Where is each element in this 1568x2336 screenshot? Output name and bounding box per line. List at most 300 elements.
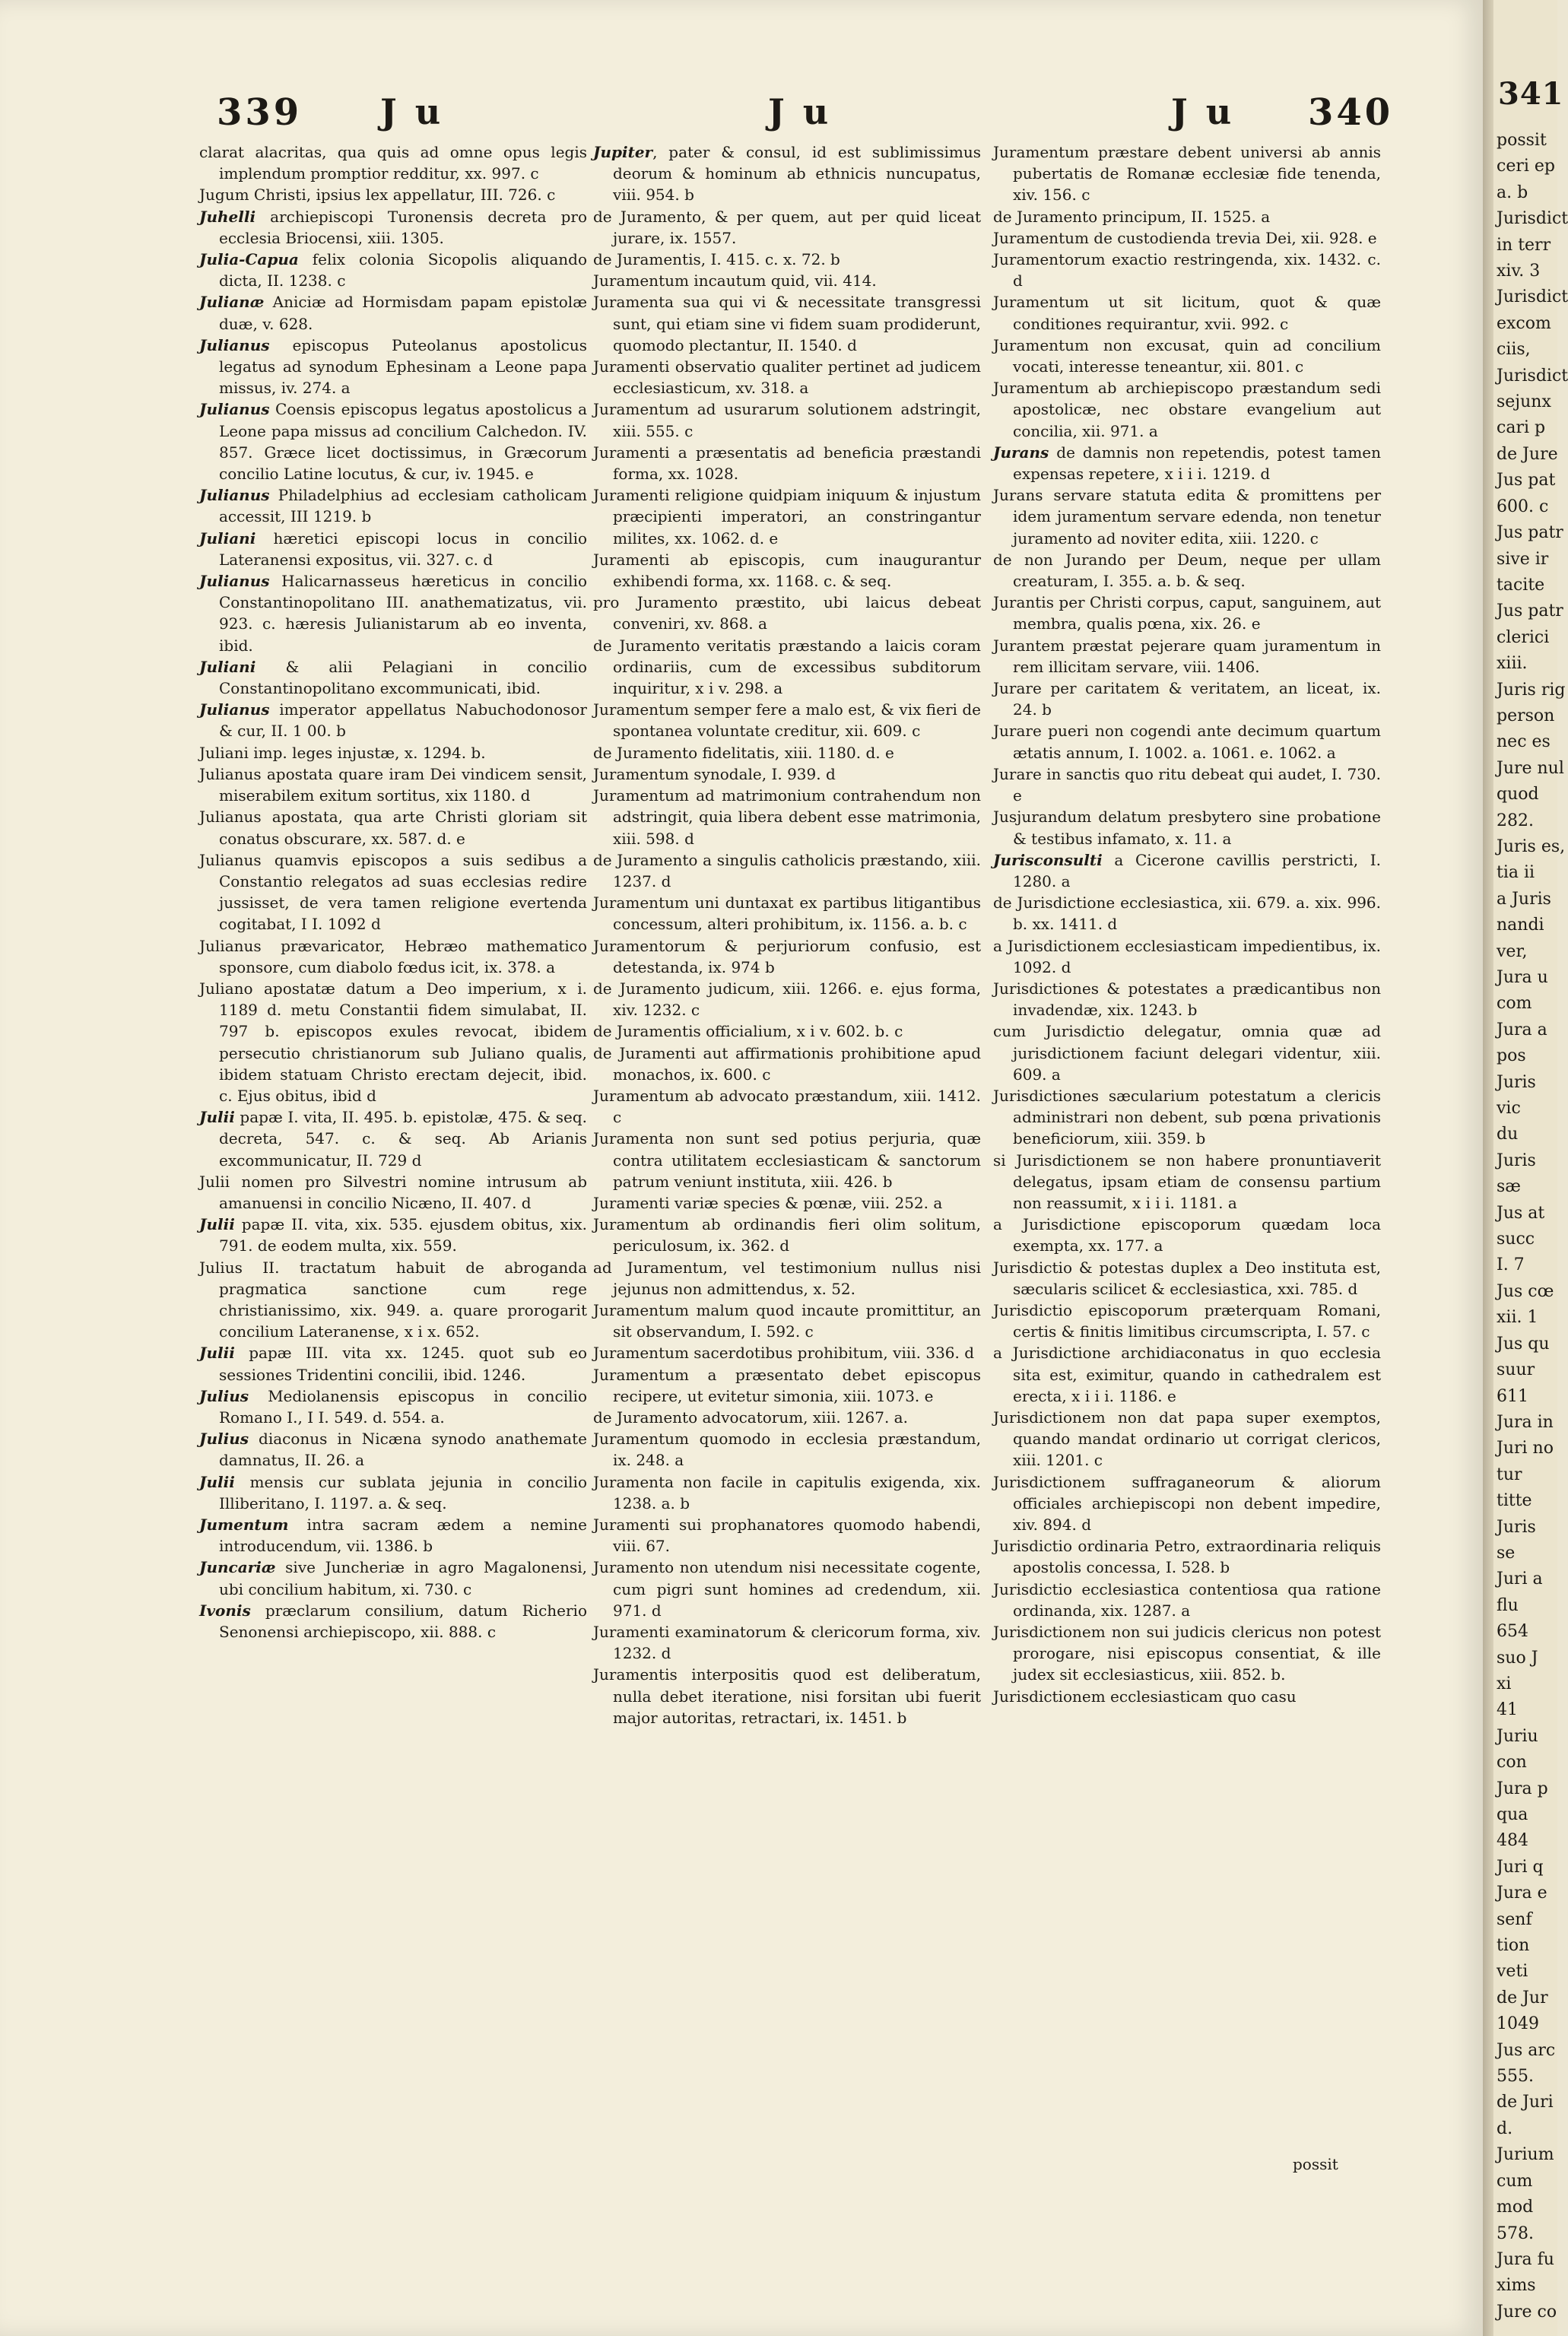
index-entry [199,763,587,806]
index-entry [993,1407,1381,1471]
index-column-2 [593,141,981,1728]
adjacent-page-fragment: Jus pat [1497,471,1556,490]
entry-text: Juramenti examinatorum & clericorum forma, xiv. 1232. d [593,1623,981,1663]
adjacent-page-fragment: Jus qu [1497,1334,1550,1354]
entry-text: Jurisdictiones sæcularium potestatum a clericis administrari non debent, sub pœna privationis beneficiorum, xiii. 359. b [993,1086,1381,1148]
index-entry [993,484,1381,549]
index-entry [593,1471,981,1514]
adjacent-page-fragment: Jure co [1497,2302,1557,2322]
adjacent-page-fragment: tia ii [1497,863,1535,883]
entry-text: papæ III. vita xx. 1245. quot sub eo sessiones Tridentini concilii, ibid. 1246. [219,1344,587,1384]
adjacent-page-fragment: tur [1497,1465,1522,1484]
entry-text: Juramentum ad usurarum solutionem adstringit, xiii. 555. c [593,400,981,440]
entry-text: Juramentum uni duntaxat ex partibus litigantibus concessum, alteri prohibitum, ix. 1156. a. b. c [593,893,981,934]
adjacent-page-fragment: Juri no [1497,1439,1554,1458]
adjacent-page-fragment: Jura p [1497,1779,1548,1798]
index-entry [993,1214,1381,1256]
entry-text: Juramentum incautum quid, vii. 414. [593,271,877,290]
index-entry [593,935,981,978]
entry-text: episcopus Puteolanus apostolicus legatus ad synodum Ephesinam a Leone papa missus, iv. 274. a [219,335,587,398]
index-entry [993,1535,1381,1578]
running-head-right: J u [1171,91,1235,132]
adjacent-page-fragment: con [1497,1753,1527,1773]
entry-text: a Jurisdictione archidiaconatus in quo ecclesia sita est, eximitur, quando in cathedralem est erecta, x i i i. 1186. e [993,1344,1381,1405]
adjacent-page-fragment: a. b [1497,182,1528,202]
adjacent-page-fragment: 1049 [1497,2014,1539,2034]
adjacent-page-fragment: excom [1497,313,1551,333]
adjacent-page-fragments [1497,128,1568,2325]
index-entry [593,1664,981,1728]
index-entry [593,206,981,249]
adjacent-page-fragment: d. [1497,2119,1513,2138]
index-entry [199,141,587,184]
entry-headword: Jumentum [199,1516,289,1534]
index-entry [993,227,1381,249]
entry-text: Aniciæ ad Hormisdam papam epistolæ duæ, v. 628. [219,293,587,333]
entry-text: de Juramento principum, II. 1525. a [993,207,1271,226]
entry-text: a Cicerone cavillis perstricti, I. 1280. a [1013,850,1381,890]
entry-text: Juramentorum exactio restringenda, xix. 1432. c. d [993,250,1381,290]
entry-text: Jurare per caritatem & veritatem, an liceat, ix. 24. b [993,679,1381,719]
index-entry [593,442,981,484]
entry-text: de non Jurando per Deum, neque per ullam creaturam, I. 355. a. b. & seq. [993,550,1381,591]
entry-text: Jurisdictio ordinaria Petro, extraordinaria reliquis apostolis concessa, I. 528. b [993,1537,1381,1577]
index-entry [593,592,981,634]
entry-text: Philadelphius ad ecclesiam catholicam accessit, III 1219. b [219,486,587,526]
entry-text: Jugum Christi, ipsius lex appellatur, III. 726. c [199,186,556,205]
adjacent-page-fragment: senf [1497,1909,1532,1929]
adjacent-page-fragment: nandi [1497,916,1544,935]
entry-headword: Julius [199,1430,249,1449]
adjacent-page-fragment: Jus cœ [1497,1281,1554,1301]
adjacent-page-fragment: Jurisdict [1497,366,1568,386]
index-entry [593,1043,981,1085]
book-gutter [1483,0,1493,2336]
adjacent-page-fragment: 282. [1497,811,1534,830]
entry-text: de Juramentis officialium, x i v. 602. b. c [593,1022,903,1041]
entry-text: Jurisdictio episcoporum præterquam Romani, certis & finitis limitibus circumscripta, I. 57. c [993,1300,1381,1341]
entry-text: Julius II. tractatum habuit de abroganda pragmatica sanctione cum rege christianissimo, xix. 949. a. quare prorogarit concilium Lateranense, x i x. 652. [199,1258,587,1341]
index-entry [593,270,981,291]
entry-text: sive Juncheriæ in agro Magalonensi, ubi concilium habitum, xi. 730. c [219,1558,587,1598]
index-entry [199,1428,587,1471]
adjacent-page-fragment: ceri ep [1497,157,1555,176]
adjacent-page-fragment: Jus arc [1497,2040,1556,2060]
index-entry [993,1342,1381,1407]
entry-text: a Jurisdictione episcoporum quædam loca exempta, xx. 177. a [993,1215,1381,1255]
index-entry [199,1385,587,1428]
entry-headword: Julius [199,1386,249,1405]
adjacent-page-fragment: 654 [1497,1622,1528,1642]
adjacent-page-fragment: Jura e [1497,1884,1547,1903]
entry-headword: Julianus [199,400,270,419]
index-entry [993,1579,1381,1621]
entry-headword: Jurisconsulti [993,850,1103,869]
adjacent-page-fragment: 41 [1497,1700,1518,1720]
index-entry [199,206,587,249]
entry-headword: Julii [199,1108,235,1127]
entry-headword: Juliani [199,657,256,676]
adjacent-page-fragment: sive ir [1497,549,1549,569]
index-column-1 [199,141,587,1642]
entry-headword: Juliani [199,528,256,548]
adjacent-page-fragment: qua [1497,1805,1528,1824]
index-entry [993,1621,1381,1686]
entry-text: Halicarnasseus hæreticus in concilio Constantinopolitano III. anathematizatus, vii. 923. c. hæresis Julianistarum ab eo inventa, ibid. [219,572,587,655]
adjacent-page-fragment: quod [1497,785,1539,805]
index-entry [199,291,587,334]
adjacent-page-fragment: xims [1497,2276,1536,2296]
entry-text: papæ II. vita, xix. 535. ejusdem obitus, xix. 791. de eodem multa, xix. 559. [219,1215,587,1255]
entry-text: Juramentum ut sit licitum, quot & quæ conditiones requirantur, xvii. 992. c [993,293,1381,333]
entry-text: & alii Pelagiani in concilio Constantinopolitano excommunicati, ibid. [219,657,587,698]
index-entry [593,1300,981,1342]
index-entry [993,377,1381,442]
entry-text: Jurantem præstat pejerare quam juramentum in rem illicitam servare, viii. 1406. [993,636,1381,676]
adjacent-page-fragment: ver, [1497,941,1528,961]
adjacent-page-fragment: tacite [1497,575,1545,595]
index-entry [993,141,1381,206]
entry-text: Mediolanensis episcopus in concilio Romano I., I I. 549. d. 554. a. [219,1386,587,1427]
adjacent-page-fragment: suo J [1497,1648,1538,1668]
entry-text: Juramentum sacerdotibus prohibitum, viii. 336. d [593,1344,975,1363]
entry-text: Juramentum a præsentato debet episcopus recipere, ut evitetur simonia, xiii. 1073. e [593,1365,981,1405]
entry-text: Juramentum synodale, I. 939. d [593,764,836,783]
index-entry [593,635,981,700]
adjacent-page-fragment: Jura in [1497,1412,1554,1432]
index-entry [593,1128,981,1192]
index-entry [593,1342,981,1363]
adjacent-page-fragment: sæ [1497,1177,1521,1197]
adjacent-page-fragment: Jus patr [1497,601,1563,621]
entry-headword: Julia-Capua [199,250,299,269]
index-entry [593,1257,981,1300]
adjacent-page-fragment: Jus at [1497,1203,1545,1223]
adjacent-page-fragment: tion [1497,1936,1530,1956]
adjacent-page-fragment: person [1497,706,1555,725]
entry-text: Juramentum malum quod incaute promittitur, an sit observandum, I. 592. c [593,1300,981,1341]
adjacent-page-fragment: Juriu [1497,1726,1538,1746]
entry-text: Jurisdictio & potestas duplex a Deo instituta est, sæcularis scilicet & ecclesiastica, xxi. 785. d [993,1258,1381,1298]
index-entry [199,1214,587,1256]
index-entry [593,1621,981,1664]
adjacent-page-fragment: ciis, [1497,340,1531,360]
adjacent-page-fragment: 600. c [1497,497,1549,516]
entry-headword: Ivonis [199,1601,251,1620]
entry-text: Julianus apostata quare iram Dei vindicem sensit, miserabilem exitum sortitus, xix 1180. d [199,764,587,805]
entry-text: Jurisdictionem non sui judicis clericus non potest prorogare, nisi episcopus consentiat, & ille judex sit ecclesiasticus, xiii. 852. b. [993,1623,1381,1684]
index-entry [199,1471,587,1514]
entry-text: pro Juramento præstito, ubi laicus debeat conveniri, xv. 868. a [593,593,981,633]
index-entry [199,742,587,763]
entry-text: Juramentum ab ordinandis fieri olim solitum, periculosum, ix. 362. d [593,1215,981,1255]
index-entry [993,635,1381,678]
entry-headword: Julii [199,1215,235,1234]
entry-text: de Juramento judicum, xiii. 1266. e. ejus forma, xiv. 1232. c [593,979,981,1020]
page-number-right: 340 [1308,91,1394,134]
index-entry [593,549,981,592]
entry-text: Jurisdictionem suffraganeorum & aliorum officiales archiepiscopi non debent impedire, xiv. 894. d [993,1472,1381,1534]
index-entry [993,849,1381,892]
entry-headword: Julianus [199,572,270,591]
entry-text: de Juramenti aut affirmationis prohibitione apud monachos, ix. 600. c [593,1043,981,1084]
entry-text: de Juramento, & per quem, aut per quid liceat jurare, ix. 1557. [593,207,981,247]
index-entry [593,892,981,935]
entry-text: Juramenti variæ species & pœnæ, viii. 252. a [593,1193,943,1212]
entry-text: papæ I. vita, II. 495. b. epistolæ, 475. & seq. decreta, 547. c. & seq. Ab Arianis excommunicatur, II. 729 d [219,1108,587,1170]
index-entry [993,678,1381,720]
adjacent-page-fragment: I. 7 [1497,1255,1525,1275]
adjacent-page-fragment: cum [1497,2171,1533,2191]
index-entry [593,699,981,741]
running-head-left: J u [380,91,444,132]
index-entry [593,849,981,892]
entry-text: præclarum consilium, datum Richerio Senonensi archiepiscopo, xii. 888. c [219,1601,587,1642]
entry-text: de damnis non repetendis, potest tamen expensas repetere, x i i i. 1219. d [1013,443,1381,484]
adjacent-page-fragment: de Jur [1497,1988,1548,2008]
index-entry [593,1407,981,1428]
entry-text: , pater & consul, id est sublimissimus deorum & hominum ab ethnicis nuncupatus, viii. 954. b [613,143,981,205]
index-entry [199,935,587,978]
adjacent-page-fragment: veti [1497,1962,1528,1982]
index-entry [993,720,1381,763]
adjacent-page-fragment: succ [1497,1230,1535,1249]
adjacent-page-fragment: xiv. 3 [1497,262,1541,281]
index-entry [199,849,587,935]
index-entry [993,335,1381,377]
entry-text: Juramenta non facile in capitulis exigenda, xix. 1238. a. b [593,1472,981,1512]
entry-headword: Juncariæ [199,1558,276,1577]
entry-text: Juramenta non sunt sed potius perjuria, quæ contra utilitatem ecclesiasticam & sanctorum patrum veniunt instituta, xiii. 426. b [593,1129,981,1191]
entry-headword: Julianæ [199,293,265,312]
adjacent-page-fragment: Juri a [1497,1570,1543,1589]
index-entry [593,1214,981,1256]
adjacent-page-fragment: possit [1497,131,1547,150]
adjacent-page-fragment: xi [1497,1674,1512,1693]
adjacent-page-fragment: vic [1497,1099,1521,1119]
adjacent-page-fragment: titte [1497,1491,1532,1511]
index-entry [593,356,981,398]
index-entry [993,1020,1381,1085]
entry-text: Juramentis interpositis quod est deliberatum, nulla debet iteratione, nisi forsitan ubi fuerit major autoritas, retractari, ix. 1451. b [593,1665,981,1727]
index-entry [593,742,981,763]
index-entry [593,1428,981,1471]
entry-text: Juliani imp. leges injustæ, x. 1294. b. [199,743,486,762]
entry-text: Jurisdictio ecclesiastica contentiosa qua ratione ordinanda, xix. 1287. a [993,1579,1381,1620]
index-entry [199,1106,587,1171]
index-entry [593,249,981,270]
entry-text: Juramentum semper fere a malo est, & vix fieri de spontanea voluntate creditur, xii. 609. c [593,700,981,741]
adjacent-page-fragment: pos [1497,1046,1526,1066]
adjacent-page-fragment: Jura a [1497,1020,1547,1039]
index-entry [993,592,1381,634]
adjacent-page-fragment: du [1497,1125,1519,1144]
entry-text: Juramentum quomodo in ecclesia præstandum, ix. 248. a [593,1430,981,1470]
index-entry [993,1257,1381,1300]
index-entry [199,528,587,570]
entry-text: archiepiscopi Turonensis decreta pro ecclesia Briocensi, xiii. 1305. [219,207,587,247]
entry-text: Julianus prævaricator, Hebræo mathematico sponsore, cum diabolo fœdus icit, ix. 378. a [199,936,587,976]
entry-headword: Julii [199,1472,235,1491]
entry-text: Juramento non utendum nisi necessitate cogente, cum pigri sunt homines ad credendum, xii. 971. d [593,1558,981,1620]
index-entry [593,291,981,356]
entry-text: hæretici episcopi locus in concilio Lateranensi expositus, vii. 327. c. d [219,528,587,569]
adjacent-page-fragment: com [1497,994,1532,1014]
adjacent-page-fragment: cari p [1497,418,1546,438]
adjacent-page-fragment: sejunx [1497,392,1551,412]
index-entry [199,1514,587,1557]
entry-text: si Jurisdictionem se non habere pronuntiaverit delegatus, ipsam etiam de consensu partium non reassumit, x i i i. 1181. a [993,1151,1381,1212]
adjacent-page-fragment: Juris [1497,1151,1536,1170]
entry-text: Julianus quamvis episcopos a suis sedibus a Constantio relegatos ad suas ecclesias redire jussisset, de vera tamen religione evertenda cogitabat, I I. 1092 d [199,850,587,934]
adjacent-page-fragment: xiii. [1497,654,1528,674]
adjacent-page-fragment: a Juris [1497,889,1551,909]
index-entry [199,1171,587,1214]
entry-text: Juramentum non excusat, quin ad concilium vocati, interesse teneantur, xii. 801. c [993,335,1381,376]
entry-text: de Juramento advocatorum, xiii. 1267. a. [593,1408,908,1427]
entry-text: de Juramento a singulis catholicis præstando, xiii. 1237. d [593,850,981,890]
entry-headword: Jupiter [593,143,653,161]
index-entry [593,1192,981,1214]
entry-text: Jurans servare statuta edita & promittens per idem juramentum servare edenda, non tenetur juramento ad noviter edita, xiii. 1220. c [993,486,1381,548]
entry-headword: Julii [199,1344,235,1363]
index-entry [993,806,1381,849]
adjacent-page-fragment: se [1497,1543,1516,1563]
adjacent-page-fragment: Juris es, [1497,836,1566,856]
entry-text: de Juramentis, I. 415. c. x. 72. b [593,250,840,269]
index-entry [199,978,587,1106]
adjacent-page-fragment: in terr [1497,235,1551,255]
index-entry [993,249,1381,291]
entry-text: diaconus in Nicæna synodo anathemate damnatus, II. 26. a [219,1430,587,1470]
entry-text: Jurisdictionem non dat papa super exemptos, quando mandat ordinario ut corrigat clericos, xiii. 1201. c [993,1408,1381,1470]
entry-text: Jurantis per Christi corpus, caput, sanguinem, aut membra, qualis pœna, xix. 26. e [993,593,1381,633]
entry-text: de Juramento veritatis præstando a laicis coram ordinariis, cum de excessibus subditorum inquiritur, x i v. 298. a [593,636,981,698]
adjacent-page-fragment: 611 [1497,1386,1528,1406]
entry-text: Juramenti sui prophanatores quomodo habendi, viii. 67. [593,1516,981,1556]
entry-text: Juramentum præstare debent universi ab annis pubertatis de Romanæ ecclesiæ fide tenenda, xiv. 156. c [993,143,1381,205]
index-entry [199,806,587,849]
adjacent-page-fragment: Jura fu [1497,2249,1554,2269]
adjacent-page-fragment: 578. [1497,2223,1534,2243]
index-entry [993,1686,1381,1707]
index-entry [993,1150,1381,1214]
entry-text: felix colonia Sicopolis aliquando dicta, II. 1238. c [219,250,587,290]
index-entry [593,1020,981,1042]
index-entry [593,398,981,441]
entry-text: Juramentum de custodienda trevia Dei, xii. 928. e [993,228,1377,247]
adjacent-page-fragment: nec es [1497,732,1551,752]
index-entry [593,978,981,1020]
adjacent-page-fragment: 484 [1497,1831,1528,1851]
index-entry [593,1514,981,1557]
entry-text: Jurare pueri non cogendi ante decimum quartum ætatis annum, I. 1002. a. 1061. e. 1062. a [993,722,1381,762]
index-entry [199,656,587,699]
entry-text: Juramentorum & perjuriorum confusio, est detestanda, ix. 974 b [593,936,981,976]
running-head-middle: J u [768,91,832,132]
entry-text: intra sacram ædem a nemine introducendum, vii. 1386. b [219,1516,587,1556]
index-entry [593,1557,981,1621]
entry-headword: Juhelli [199,207,256,226]
index-entry [593,141,981,206]
index-entry [993,1471,1381,1536]
adjacent-page-fragment: Juris [1497,1072,1536,1092]
entry-text: de Juramento fidelitatis, xiii. 1180. d. e [593,743,894,762]
entry-text: Juramenta sua qui vi & necessitate transgressi sunt, qui etiam sine vi fidem suam prodiderunt, quomodo plectantur, II. 1540. d [593,293,981,354]
index-entry [199,184,587,205]
entry-headword: Julianus [199,700,270,719]
adjacent-page-fragment: flu [1497,1595,1519,1615]
index-column-3 [993,141,1381,1707]
adjacent-page-fragment: Juris [1497,1517,1536,1537]
index-entry [993,291,1381,334]
entry-text: mensis cur sublata jejunia in concilio Illiberitano, I. 1197. a. & seq. [219,1472,587,1512]
adjacent-page-fragment: suur [1497,1360,1535,1380]
adjacent-page-fragment: clerici [1497,627,1550,647]
index-entry [199,249,587,291]
index-entry [993,549,1381,592]
index-entry [199,1600,587,1642]
entry-text: Coensis episcopus legatus apostolicus a Leone papa missus ad concilium Calchedon. IV. 857. Græce licet doctissimus, in Græcorum concilio Latine locutus, & cur, iv. 1945. e [219,400,587,484]
entry-headword: Jurans [993,443,1049,462]
index-entry [993,206,1381,227]
index-entry [993,1300,1381,1342]
adjacent-page-fragment: Jure nul [1497,758,1564,778]
index-entry [199,699,587,741]
index-entry [993,935,1381,978]
index-entry [593,785,981,849]
adjacent-page-fragment: Juris rig [1497,680,1566,700]
entry-headword: Julianus [199,335,270,354]
index-entry [993,892,1381,935]
index-entry [593,763,981,785]
adjacent-page-fragment: de Jure [1497,444,1558,464]
entry-text: Julianus apostata, qua arte Christi gloriam sit conatus obscurare, xx. 587. d. e [199,808,587,848]
index-entry [993,978,1381,1020]
entry-text: a Jurisdictionem ecclesiasticam impedientibus, ix. 1092. d [993,936,1381,976]
adjacent-page-fragment: Jus patr [1497,523,1563,543]
adjacent-page-fragment: Juri q [1497,1857,1544,1877]
index-entry [993,763,1381,806]
adjacent-page-fragment: Jurisdict [1497,287,1568,307]
adjacent-page-fragment: Jurisdict [1497,209,1568,229]
adjacent-page-fragment: 555. [1497,2067,1534,2087]
index-entry [199,335,587,399]
entry-text: Jurisdictionem ecclesiasticam quo casu [993,1687,1297,1706]
index-entry [199,570,587,656]
adjacent-page-edge [1493,0,1568,2336]
entry-text: de Jurisdictione ecclesiastica, xii. 679. a. xix. 996. b. xx. 1411. d [993,893,1381,934]
entry-text: ad Juramentum, vel testimonium nullus nisi jejunus non admittendus, x. 52. [593,1258,981,1298]
index-entry [199,1257,587,1343]
entry-text: Juramentum ab advocato præstandum, xiii. 1412. c [593,1086,981,1127]
adjacent-page-fragment: Jura u [1497,968,1548,987]
index-entry [199,484,587,527]
page-number-left: 339 [217,91,303,134]
entry-text: Jurare in sanctis quo ritu debeat qui audet, I. 730. e [993,764,1381,805]
entry-text: Juramentum ab archiepiscopo præstandum sedi apostolicæ, nec obstare evangelium aut concilia, xii. 971. a [993,379,1381,440]
entry-text: Juliano apostatæ datum a Deo imperium, x i. 1189 d. metu Constantii fidem simulabat, II. 797 b. episcopos exules revocat, ibidem persecutio christianorum sub Juliano qualis, ibidem statuam Christo erectam dejecit, ibid. c. Ejus obitus, ibid d [199,979,587,1105]
entry-text: Juramenti religione quidpiam iniquum & injustum præcipienti imperatori, an constringantur milites, xx. 1062. d. e [593,486,981,548]
adjacent-page-fragment: de Juri [1497,2093,1554,2112]
index-entry [199,1342,587,1385]
entry-text: Juramentum ad matrimonium contrahendum non adstringit, quia libera debent esse matrimonia, xiii. 598. d [593,786,981,848]
adjacent-page-fragment: Jurium [1497,2145,1554,2165]
adjacent-page-fragment: xii. 1 [1497,1308,1538,1328]
entry-text: Juramenti ab episcopis, cum inaugurantur exhibendi forma, xx. 1168. c. & seq. [593,550,981,591]
index-entry [199,398,587,484]
entry-text: Juramenti observatio qualiter pertinet ad judicem ecclesiasticum, xv. 318. a [593,357,981,398]
